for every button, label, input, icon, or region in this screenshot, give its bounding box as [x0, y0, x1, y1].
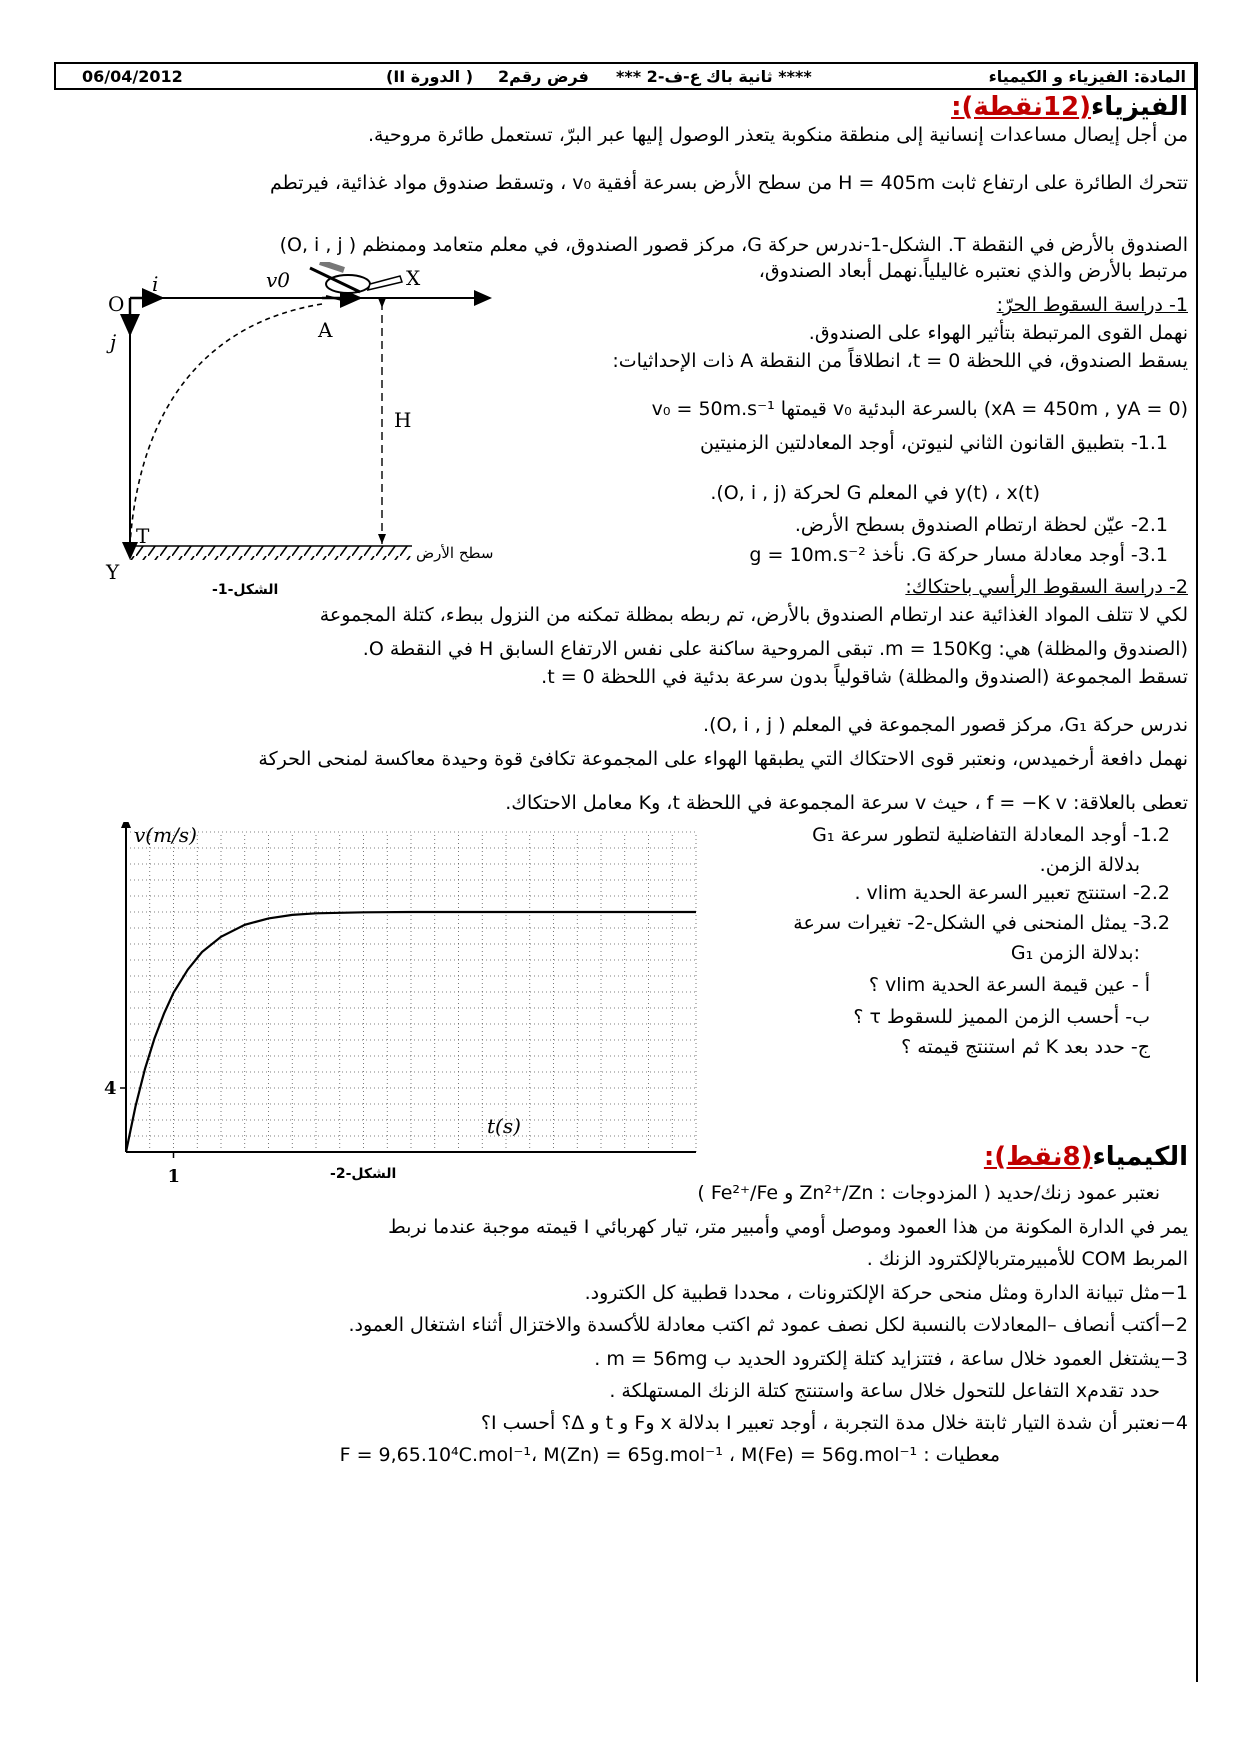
physics-intro-2: تتحرك الطائرة على ارتفاع ثابت H = 405m من سطح الأرض بسرعة أفقية v₀ ، وتسقط صندوق مواد غذائية، فيرتطم	[269, 172, 1188, 194]
chemistry-title	[984, 1144, 1188, 1170]
ground-hatch	[130, 546, 412, 560]
right-margin-line	[1196, 62, 1198, 1682]
part2-line-1: لكي لا تتلف المواد الغذائية عند ارتطام الصندوق بالأرض، تم ربطه بمظلة تمكنه من النزول ببطء، كتلة المجموعة	[319, 604, 1188, 626]
label-j: j	[110, 330, 117, 354]
x-tick-label: 1	[167, 1166, 181, 1187]
q-1-1: 1.1- بتطبيق القانون الثاني لنيوتن، أوجد المعادلتين الزمنيتين	[700, 432, 1168, 454]
part1-line-2: يسقط الصندوق، في اللحظة t = 0، انطلاقاً من النقطة A ذات الإحداثيات:	[612, 350, 1188, 372]
physics-intro-1: من أجل إيصال مساعدات إنسانية إلى منطقة منكوبة يتعذر الوصول إليها عبر البرّ، تستعمل طائرة مروحية.	[367, 124, 1188, 146]
part2-line-6: تعطى بالعلاقة: f = −K v ، حيث v سرعة المجموعة في اللحظة t، وK معامل الاحتكاك.	[505, 792, 1188, 814]
q-3-1: 3.1- أوجد معادلة مسار حركة G. نأخذ g = 10m.s⁻²	[749, 544, 1168, 566]
chart-y-arrow	[121, 822, 131, 828]
chemistry-title-word: الكيمياء	[1092, 1142, 1188, 1172]
chem-line-5: 2−أكتب أنصاف –المعادلات بالنسبة لكل نصف عمود ثم اكتب معادلة للأكسدة والاختزال أثناء اشتغال العمود.	[348, 1314, 1188, 1336]
q-1-2: 1.2- أوجد المعادلة التفاضلية لتطور سرعة G₁	[812, 824, 1170, 846]
label-X: X	[406, 266, 421, 290]
figure1-caption: الشكل-1-	[212, 582, 279, 598]
q-3-2: 3.2- يمثل المنحنى في الشكل-2- تغيرات سرعة	[793, 912, 1170, 934]
chem-line-2: يمر في الدارة المكونة من هذا العمود وموصل أومي وأمبير متر، تيار كهربائي I قيمته موجبة عندما نربط	[388, 1216, 1188, 1238]
q-1-2-cont: بدلالة الزمن.	[1039, 854, 1140, 876]
label-ground: سطح الأرض	[416, 544, 494, 562]
y-tick-label: 4	[104, 1078, 117, 1099]
header-date: 06/04/2012	[82, 67, 183, 86]
label-T: T	[136, 524, 150, 548]
label-i: i	[152, 272, 159, 296]
part1-title: 1- دراسة السقوط الحرّ:	[996, 294, 1188, 316]
physics-title	[951, 94, 1188, 120]
chemistry-title-points: (8نقط):	[983, 1142, 1093, 1172]
helicopter-icon	[310, 262, 402, 302]
q-3-2-c: ج- حدد بعد K ثم استنتج قيمته ؟	[901, 1036, 1150, 1058]
chem-line-8: 4−نعتبر أن شدة التيار ثابتة خلال مدة التجربة ، أوجد تعبير I بدلالة x وF و t و Δ؟ أحسب I؟	[480, 1412, 1188, 1434]
part1-line-3: v₀ = 50m.s⁻¹ قيمتها v₀ بالسرعة البدئية (xA = 450m , yA = 0)	[651, 398, 1188, 420]
part1-line-1: نهمل القوى المرتبطة بتأثير الهواء على الصندوق.	[808, 322, 1188, 344]
physics-title-points: (12نقطة):	[951, 92, 1091, 122]
x-axis-label: t(s)	[487, 1113, 521, 1138]
header-session: ( الدورة II)	[386, 67, 474, 86]
figure2-caption: الشكل-2-	[330, 1166, 397, 1182]
label-v0: v0	[266, 268, 291, 292]
figure-1	[100, 262, 620, 602]
label-O: O	[108, 292, 125, 316]
trajectory-curve	[130, 304, 322, 544]
chem-line-7: حدد تقدمx التفاعل للتحول خلال ساعة واستنتج كتلة الزنك المستهلكة .	[609, 1380, 1160, 1402]
header-level: **** ثانية باك ع-ف-2 ***	[616, 67, 812, 86]
chem-line-3: المربط COM للأمبيرمتربالإلكترود الزنك .	[866, 1248, 1188, 1270]
chem-data: معطيات : F = 9,65.10⁴C.mol⁻¹، M(Zn) = 65g.mol⁻¹ ، M(Fe) = 56g.mol⁻¹	[339, 1444, 1000, 1466]
q-1-1-cont: .(O, i , j) لحركة G في المعلم y(t) ، x(t)	[710, 482, 1040, 504]
part2-line-3: تسقط المجموعة (الصندوق والمظلة) شاقولياً بدون سرعة بدئية في اللحظة t = 0.	[541, 666, 1188, 688]
q-3-2-cont: G₁ بدلالة الزمن:	[1010, 942, 1140, 964]
exam-header	[54, 62, 1196, 90]
label-Y: Y	[106, 560, 120, 584]
chem-line-1: نعتبر عمود زنك/حديد ( المزدوجات : Zn²⁺/Zn و Fe²⁺/Fe )	[697, 1182, 1160, 1204]
q-2-1: 2.1- عيّن لحظة ارتطام الصندوق بسطح الأرض.	[794, 514, 1168, 536]
physics-title-word: الفيزياء	[1091, 92, 1188, 122]
q-2-2: 2.2- استنتج تعبير السرعة الحدية vlim .	[854, 882, 1170, 904]
part2-line-4: ندرس حركة G₁، مركز قصور المجموعة في المعلم ( O, i , j).	[703, 714, 1188, 736]
part2-line-5: نهمل دافعة أرخميدس، ونعتبر قوى الاحتكاك التي يطبقها الهواء على المجموعة تكافئ قوة وحيدة معاكسة لمنحى الحركة	[258, 748, 1188, 770]
y-axis-label: v(m/s)	[134, 823, 197, 847]
label-H: H	[394, 408, 412, 432]
physics-intro-3: الصندوق بالأرض في النقطة T. الشكل-1-ندرس حركة G، مركز قصور الصندوق، في معلم متعامد وممنظم ( O, i , j)	[279, 234, 1188, 256]
label-A: A	[318, 318, 333, 342]
header-subject: المادة: الفيزياء و الكيمياء	[988, 67, 1186, 86]
chem-line-6: 3−يشتغل العمود خلال ساعة ، فتتزايد كتلة إلكترود الحديد ب m = 56mg .	[594, 1348, 1188, 1370]
physics-intro-4: مرتبط بالأرض والذي نعتبره غاليلياً.نهمل أبعاد الصندوق،	[758, 260, 1188, 282]
figure-2-chart	[96, 822, 716, 1192]
chem-line-4: 1−مثل تبيانة الدارة ومثل منحى حركة الإلكترونات ، محددا قطبية كل الكترود.	[584, 1282, 1188, 1304]
part2-title: 2- دراسة السقوط الرأسي باحتكاك:	[905, 576, 1188, 598]
header-test: فرض رقم2	[498, 67, 589, 86]
q-3-2-a: أ - عين قيمة السرعة الحدية vlim ؟	[868, 974, 1150, 996]
part2-line-2: (الصندوق والمظلة) هي: m = 150Kg. تبقى المروحية ساكنة على نفس الارتفاع السابق H في النقطة O.	[362, 638, 1188, 660]
q-3-2-b: ب- أحسب الزمن المميز للسقوط τ ؟	[853, 1006, 1150, 1028]
